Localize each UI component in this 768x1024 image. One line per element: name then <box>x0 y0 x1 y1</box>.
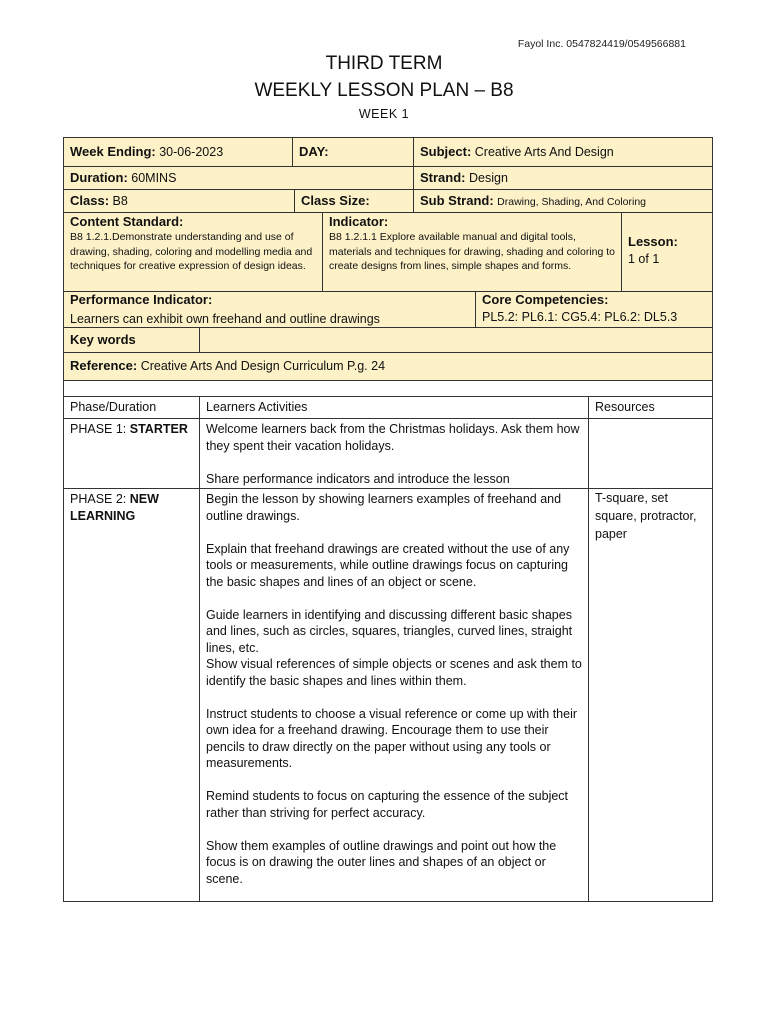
day-cell <box>292 137 414 167</box>
plan-title: WEEKLY LESSON PLAN – B8 <box>254 80 514 101</box>
strand-value: Design <box>468 171 508 185</box>
content-standard-label: Content Standard: <box>70 214 184 229</box>
lesson-cell <box>621 212 713 292</box>
subject-cell <box>413 137 713 167</box>
reference-cell <box>63 352 713 381</box>
phase2-activity: Explain that freehand drawings are created without the use of any tools or measurements, while outline drawings focus on capturing the basic shapes and lines of an object or scene. <box>206 541 570 589</box>
core-competencies-label: Core Competencies: <box>482 292 609 307</box>
day-label: DAY: <box>299 144 329 159</box>
phase1-activity: Welcome learners back from the Christmas holidays. Ask them how they spent their vacation holidays. <box>206 422 580 453</box>
subject-label: Subject: <box>420 144 472 159</box>
reference-value: Creative Arts And Design Curriculum P.g. 24 <box>140 359 386 373</box>
phase2-prefix: PHASE 2: <box>70 492 127 506</box>
strand-cell <box>413 166 713 190</box>
week-ending-cell <box>63 137 293 167</box>
class-size-label: Class Size: <box>301 193 370 208</box>
phase1-resources-cell <box>588 418 713 489</box>
phase2-activity: Instruct students to choose a visual reference or come up with their own idea for a freehand drawing. Encourage them to use their pencils to draw directly on the paper without using any tools or measurements. <box>206 706 578 770</box>
spacer-row <box>63 380 713 397</box>
col-header-activities <box>199 396 589 419</box>
col-header-phase-text: Phase/Duration <box>70 400 157 414</box>
indicator-cell <box>322 212 622 292</box>
duration-value: 60MINS <box>131 171 177 185</box>
col-header-resources <box>588 396 713 419</box>
lesson-value: 1 of 1 <box>628 252 660 266</box>
phase2-activity: Begin the lesson by showing learners examples of freehand and outline drawings. <box>206 492 562 523</box>
subject-value: Creative Arts And Design <box>474 145 614 159</box>
reference-label: Reference: <box>70 358 138 373</box>
performance-indicator-cell <box>63 291 476 328</box>
indicator-value: B8 1.2.1.1 Explore available manual and digital tools, materials and techniques for drawing, shading and coloring to create designs from lines, simple shapes and forms. <box>329 231 616 272</box>
performance-indicator-value: Learners can exhibit own freehand and outline drawings <box>70 312 380 326</box>
key-words-label: Key words <box>70 332 136 347</box>
week-ending-value: 30-06-2023 <box>159 145 224 159</box>
core-competencies-cell <box>475 291 713 328</box>
phase2-activity: Remind students to focus on capturing the essence of the subject rather than striving for perfect accuracy. <box>206 789 569 820</box>
phase2-resources-cell <box>588 488 713 902</box>
key-words-value-cell <box>199 327 713 353</box>
content-standard-cell <box>63 212 323 292</box>
phase1-prefix: PHASE 1: <box>70 422 127 436</box>
term-title: THIRD TERM <box>325 53 443 74</box>
content-standard-value: B8 1.2.1.Demonstrate understanding and use of drawing, shading, coloring and modelling media and techniques for creative expression of design ideas. <box>70 231 313 272</box>
indicator-label: Indicator: <box>329 214 389 229</box>
week-title: WEEK 1 <box>358 107 410 121</box>
phase2-activities-cell <box>199 488 589 902</box>
phase2-cell <box>63 488 200 902</box>
phase2-resources: T-square, set square, protractor, paper <box>595 491 697 541</box>
lesson-label: Lesson: <box>628 234 678 249</box>
strand-label: Strand: <box>420 170 466 185</box>
col-header-phase <box>63 396 200 419</box>
sub-strand-label: Sub Strand: <box>420 193 494 208</box>
class-label: Class: <box>70 193 110 208</box>
phase1-name: STARTER <box>129 422 188 436</box>
phase2-name: NEW LEARNING <box>70 492 159 523</box>
phase2-activity: Show them examples of outline drawings and point out how the focus is on drawing the outer lines and shapes of an object or scene. <box>206 838 557 886</box>
class-value: B8 <box>112 194 128 208</box>
col-header-resources-text: Resources <box>595 400 655 414</box>
class-cell <box>63 189 295 213</box>
sub-strand-value: Drawing, Shading, And Coloring <box>497 196 646 208</box>
duration-cell <box>63 166 414 190</box>
phase1-activities-cell <box>199 418 589 489</box>
sub-strand-cell <box>413 189 713 213</box>
performance-indicator-label: Performance Indicator: <box>70 292 213 307</box>
phase1-activity: Share performance indicators and introduce the lesson <box>206 471 510 486</box>
duration-label: Duration: <box>70 170 128 185</box>
phase2-activity: Guide learners in identifying and discussing different basic shapes and lines, such as circles, squares, triangles, curved lines, straight lines, etc. <box>206 607 573 655</box>
key-words-cell <box>63 327 200 353</box>
phase1-cell <box>63 418 200 489</box>
week-ending-label: Week Ending: <box>70 144 156 159</box>
class-size-cell <box>294 189 414 213</box>
phase2-activity: Show visual references of simple objects or scenes and ask them to identify the basic shapes and lines within them. <box>206 657 582 688</box>
col-header-activities-text: Learners Activities <box>206 400 308 414</box>
core-competencies-value: PL5.2: PL6.1: CG5.4: PL6.2: DL5.3 <box>482 310 678 324</box>
contact-info: Fayol Inc. 0547824419/0549566881 <box>517 38 686 50</box>
